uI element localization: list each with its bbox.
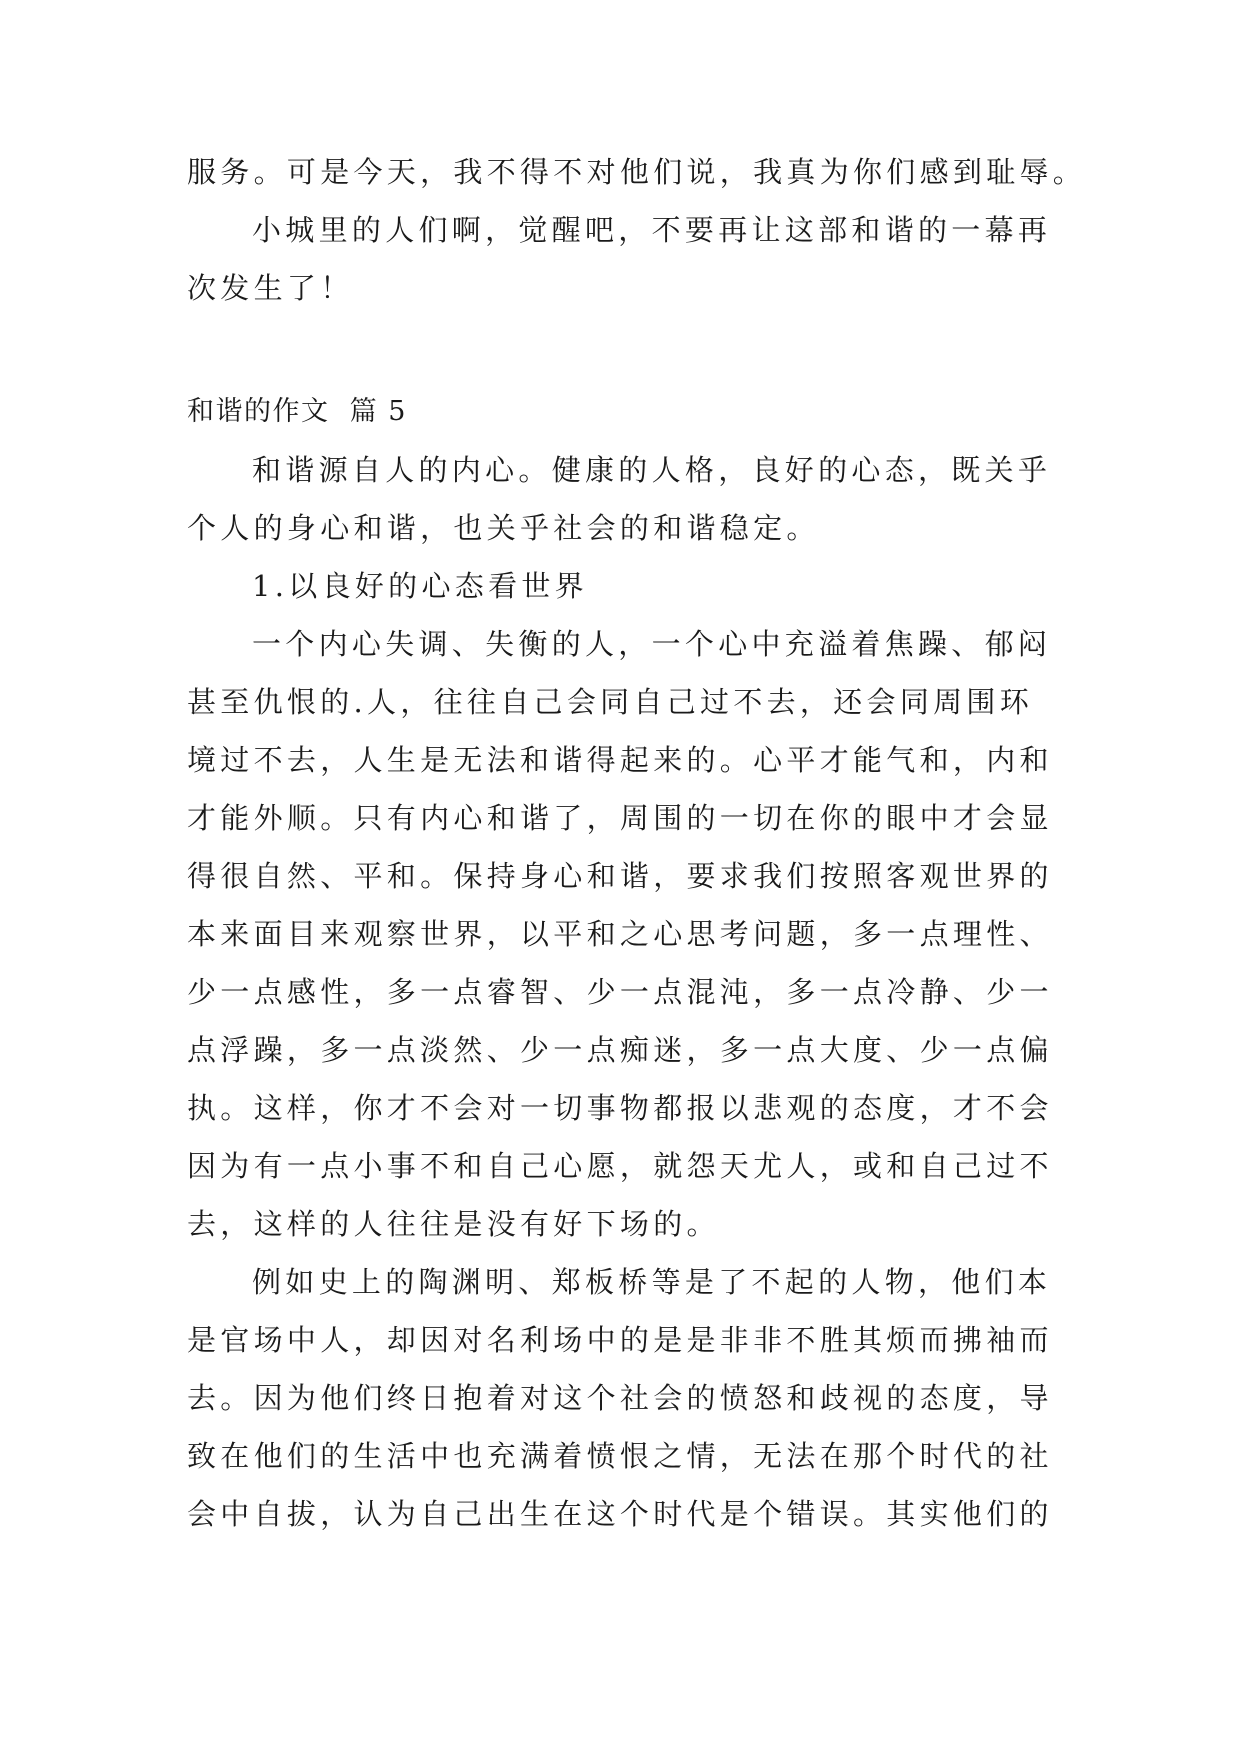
text-line: 去。因为他们终日抱着对这个社会的愤怒和歧视的态度，导 — [187, 1381, 1053, 1415]
text-line: 致在他们的生活中也充满着愤恨之情，无法在那个时代的社 — [187, 1439, 1053, 1473]
text-line: 个人的身心和谐，也关乎社会的和谐稳定。 — [187, 511, 820, 545]
text-line: 因为有一点小事不和自己心愿，就怨天尤人，或和自己过不 — [187, 1149, 1053, 1183]
text-line: 甚至仇恨的.人，往往自己会同自己过不去，还会同周围环 — [187, 685, 1034, 719]
text-line: 点浮躁，多一点淡然、少一点痴迷，多一点大度、少一点偏 — [187, 1033, 1053, 1067]
text-line: 小城里的人们啊，觉醒吧，不要再让这部和谐的一幕再 — [252, 213, 1052, 247]
text-line: 和谐源自人的内心。健康的人格，良好的心态，既关乎 — [252, 453, 1052, 487]
text-line: 才能外顺。只有内心和谐了，周围的一切在你的眼中才会显 — [187, 801, 1053, 835]
text-line: 去，这样的人往往是没有好下场的。 — [187, 1207, 720, 1241]
text-line: 少一点感性，多一点睿智、少一点混沌，多一点冷静、少一 — [187, 975, 1053, 1009]
text-line: 是官场中人，却因对名利场中的是是非非不胜其烦而拂袖而 — [187, 1323, 1053, 1357]
text-line: 一个内心失调、失衡的人，一个心中充溢着焦躁、郁闷 — [252, 627, 1052, 661]
text-line: 例如史上的陶渊明、郑板桥等是了不起的人物，他们本 — [252, 1265, 1052, 1299]
section-heading — [187, 392, 407, 432]
text-line: 境过不去，人生是无法和谐得起来的。心平才能气和，内和 — [187, 743, 1053, 777]
subheading: 1.以良好的心态看世界 — [252, 569, 588, 603]
text-line: 会中自拔，认为自己出生在这个时代是个错误。其实他们的 — [187, 1497, 1053, 1531]
heading-number: 5 — [388, 396, 407, 427]
heading-label: 篇 — [349, 396, 379, 427]
text-line: 得很自然、平和。保持身心和谐，要求我们按照客观世界的 — [187, 859, 1053, 893]
text-line: 执。这样，你才不会对一切事物都报以悲观的态度，才不会 — [187, 1091, 1053, 1125]
heading-title: 和谐的作文 — [187, 396, 330, 427]
text-line: 本来面目来观察世界，以平和之心思考问题，多一点理性、 — [187, 917, 1053, 951]
text-line: 服务。可是今天，我不得不对他们说，我真为你们感到耻辱。 — [187, 155, 1087, 189]
text-line: 次发生了！ — [187, 271, 354, 305]
